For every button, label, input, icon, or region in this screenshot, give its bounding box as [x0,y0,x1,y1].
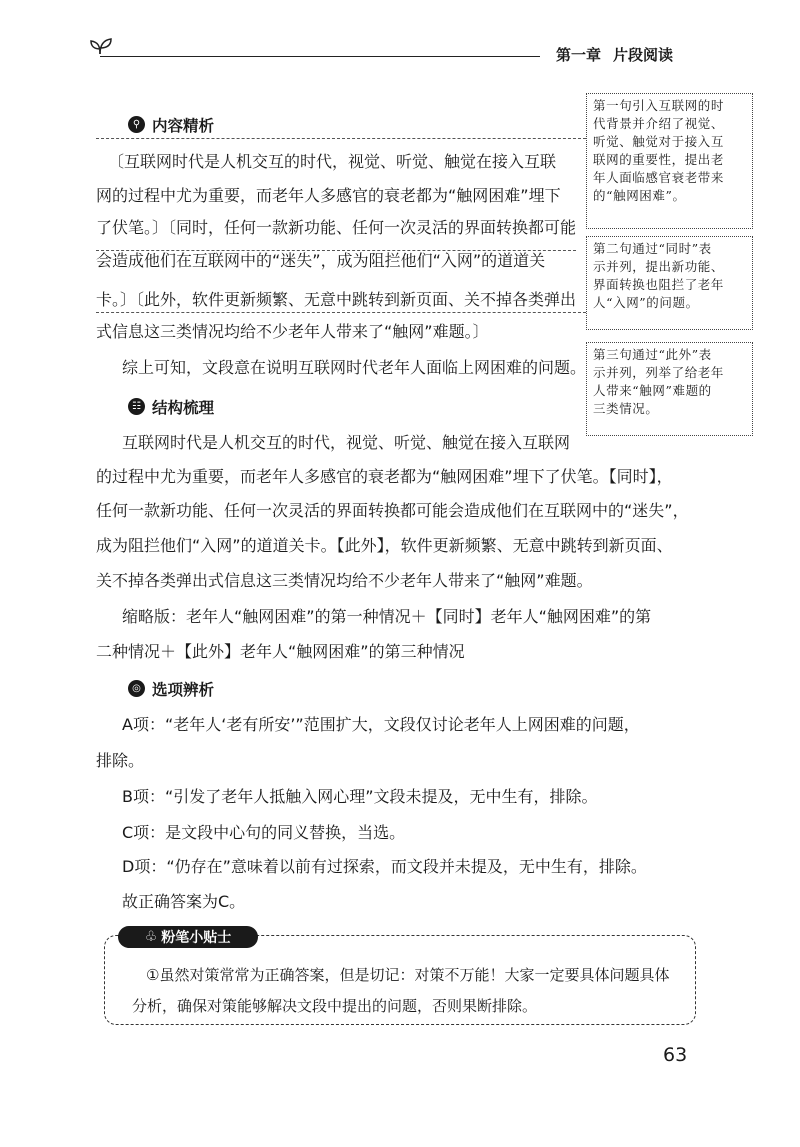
tip-title: 粉笔小贴士 [161,930,232,946]
tip-sprout-icon: ♧ [144,929,158,945]
header-section-title: 片段阅读 [613,46,674,64]
highlight-bracket-3 [96,312,586,313]
structure-title: 结构梳理 [152,399,215,417]
highlight-bracket-1 [96,138,586,139]
options-icon: ◎ [128,680,145,697]
tip-line-2: 分析，确保对策能够解决文段中提出的问题，否则果断排除。 [132,997,538,1015]
side-note-3 [586,342,753,436]
side-note-2-line: 界面转换也阻拦了老年 [593,277,725,292]
side-note-1-line: 联网的重要性，提出老 [593,152,725,167]
side-note-1-line: 听觉、触觉对于接入互 [593,134,725,149]
page-number: 63 [663,1044,688,1066]
option-a-line-2: 排除。 [96,751,145,770]
header-sprout-icon [86,34,116,56]
side-note-3-line: 第三句通过“此外”表 [593,347,712,362]
side-note-2 [586,236,753,330]
condensed-line-1: 缩略版：老年人“触网困难”的第一种情况＋【同时】老年人“触网困难”的第 [122,607,652,626]
content-line-4: 会造成他们在互联网中的“迷失”，成为阻拦他们“入网”的道道关 [96,251,546,270]
side-note-3-line: 人带来“触网”难题的 [593,383,712,398]
content-line-3: 了伏笔。〕〔同时，任何一款新功能、任何一次灵活的界面转换都可能 [96,218,577,237]
header-rule [100,56,540,57]
side-note-2-line: 人“入网”的问题。 [593,295,699,310]
side-note-2-line: 示并列，提出新功能、 [593,259,725,274]
content-line-6: 式信息这三类情况均给不少老年人带来了“触网”难题。〕 [96,322,489,341]
structure-line-3: 任何一款新功能、任何一次灵活的界面转换都可能会造成他们在互联网中的“迷失”， [96,501,689,520]
structure-line-2: 的过程中尤为重要，而老年人多感官的衰老都为“触网困难”埋下了伏笔。【同时】， [96,467,673,486]
content-line-2: 网的过程中尤为重要，而老年人多感官的衰老都为“触网困难”埋下 [96,186,561,205]
content-line-5: 卡。〕〔此外，软件更新频繁、无意中跳转到新页面、关不掉各类弹出 [96,290,577,309]
option-d: D项：“仍存在”意味着以前有过探索，而文段并未提及，无中生有，排除。 [122,857,647,876]
side-note-1-line: 的“触网困难”。 [593,188,686,203]
option-c: C项：是文段中心句的同义替换，当选。 [122,823,406,842]
structure-line-1: 互联网时代是人机交互的时代，视觉、听觉、触觉在接入互联网 [122,433,571,452]
tip-line-1: ①虽然对策常常为正确答案，但是切记：对策不万能！大家一定要具体问题具体 [146,966,670,984]
side-note-1-line: 第一句引入互联网的时 [593,98,725,113]
structure-line-4: 成为阻拦他们“入网”的道道关卡。【此外】，软件更新频繁、无意中跳转到新页面、 [96,536,673,555]
side-note-1 [586,93,753,229]
side-note-3-line: 示并列，列举了给老年 [593,365,725,380]
condensed-line-2: 二种情况＋【此外】老年人“触网困难”的第三种情况 [96,642,465,661]
tip-title-tag [118,926,258,948]
side-note-1-line: 年人面临感官衰老带来 [593,170,725,185]
content-summary: 综上可知，文段意在说明互联网时代老年人面临上网困难的问题。 [122,358,587,377]
options-title: 选项辨析 [152,681,215,699]
structure-icon: ☷ [128,398,145,415]
option-b: B项：“引发了老年人抵触入网心理”文段未提及，无中生有，排除。 [122,787,598,806]
side-note-2-line: 第二句通过“同时”表 [593,241,712,256]
content-line-1: 〔互联网时代是人机交互的时代，视觉、听觉、触觉在接入互联 [108,152,557,171]
option-a-line-1: A项：“老年人‘老有所安’”范围扩大，文段仅讨论老年人上网困难的问题， [122,715,640,734]
header-chapter-number: 第一章 [556,46,602,64]
structure-line-5: 关不掉各类弹出式信息这三类情况均给不少老年人带来了“触网”难题。 [96,571,593,590]
content-analysis-icon: ⚲ [128,116,145,133]
content-analysis-title: 内容精析 [152,117,215,135]
header-chapter [556,44,673,65]
answer: 故正确答案为C。 [122,892,246,911]
side-note-3-line: 三类情况。 [593,401,659,416]
side-note-1-line: 代背景并介绍了视觉、 [593,116,725,131]
